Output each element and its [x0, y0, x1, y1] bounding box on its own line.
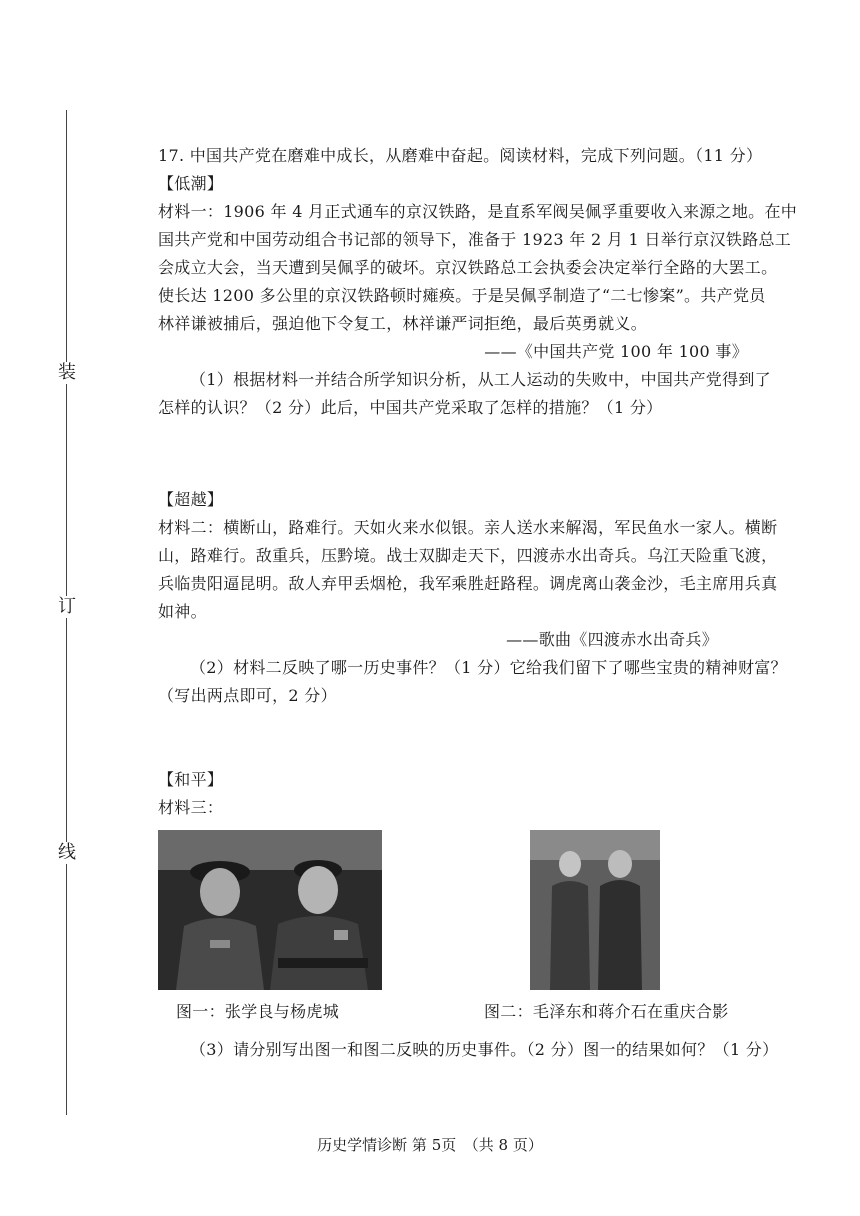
page-footer: 历史学情诊断 第 5页 （共 8 页）	[317, 1136, 543, 1154]
figures-row	[158, 830, 808, 1036]
material-line: 林祥谦被捕后，强迫他下令复工，林祥谦严词拒绝，最后英勇就义。	[158, 314, 648, 333]
material-line: 使长达 1200 多公里的京汉铁路顿时瘫痪。于是吴佩孚制造了“二七惨案”。共产党员	[158, 286, 766, 305]
photo-figure-1	[158, 830, 382, 990]
section-title-peace: 【和平】	[158, 770, 224, 789]
material-line: 兵临贵阳逼昆明。敌人弃甲丢烟枪，我军乘胜赶路程。调虎离山袭金沙，毛主席用兵真	[158, 574, 778, 593]
sub-question-line: （写出两点即可，2 分）	[158, 686, 337, 705]
material-line: 材料二：横断山，路难行。天如火来水似银。亲人送水来解渴，军民鱼水一家人。横断	[158, 518, 778, 537]
material-line: 国共产党和中国劳动组合书记部的领导下，准备于 1923 年 2 月 1 日举行京汉铁路总工	[158, 230, 792, 249]
figure-2-caption: 图二：毛泽东和蒋介石在重庆合影	[484, 1002, 729, 1021]
sub-question-line: 怎样的认识？（2 分）此后，中国共产党采取了怎样的措施？（1 分）	[158, 398, 663, 417]
sub-question-line: （1）根据材料一并结合所学知识分析，从工人运动的失败中，中国共产党得到了	[190, 370, 771, 389]
binding-mark-zhuang: 装	[58, 362, 76, 383]
material-label: 材料三：	[158, 798, 224, 817]
material-line: 山，路难行。敌重兵，压黔境。战士双脚走天下，四渡赤水出奇兵。乌江天险重飞渡，	[158, 546, 778, 565]
sub-question-line: （2）材料二反映了哪一历史事件？（1 分）它给我们留下了哪些宝贵的精神财富？	[190, 658, 787, 677]
material-line: 会成立大会，当天遭到吴佩孚的破坏。京汉铁路总工会执委会决定举行全路的大罢工。	[158, 258, 778, 277]
photo-figure-2	[530, 830, 660, 990]
question-17	[158, 142, 808, 1064]
figure-1-caption: 图一：张学良与杨虎城	[176, 1002, 340, 1021]
material-source: ——《中国共产党 100 年 100 事》	[484, 342, 748, 361]
material-line: 如神。	[158, 602, 207, 621]
binding-mark-xian: 线	[58, 842, 76, 863]
material-source: ——歌曲《四渡赤水出奇兵》	[506, 630, 718, 649]
sub-question-line: （3）请分别写出图一和图二反映的历史事件。（2 分）图一的结果如何？（1 分）	[190, 1040, 779, 1059]
material-line: 材料一：1906 年 4 月正式通车的京汉铁路，是直系军阀吴佩孚重要收入来源之地。在中	[158, 202, 798, 221]
section-title-low-tide: 【低潮】	[158, 174, 224, 193]
section-title-transcend: 【超越】	[158, 490, 224, 509]
binding-mark-ding: 订	[58, 596, 76, 617]
question-stem: 17. 中国共产党在磨难中成长，从磨难中奋起。阅读材料，完成下列问题。（11 分）	[158, 146, 763, 165]
